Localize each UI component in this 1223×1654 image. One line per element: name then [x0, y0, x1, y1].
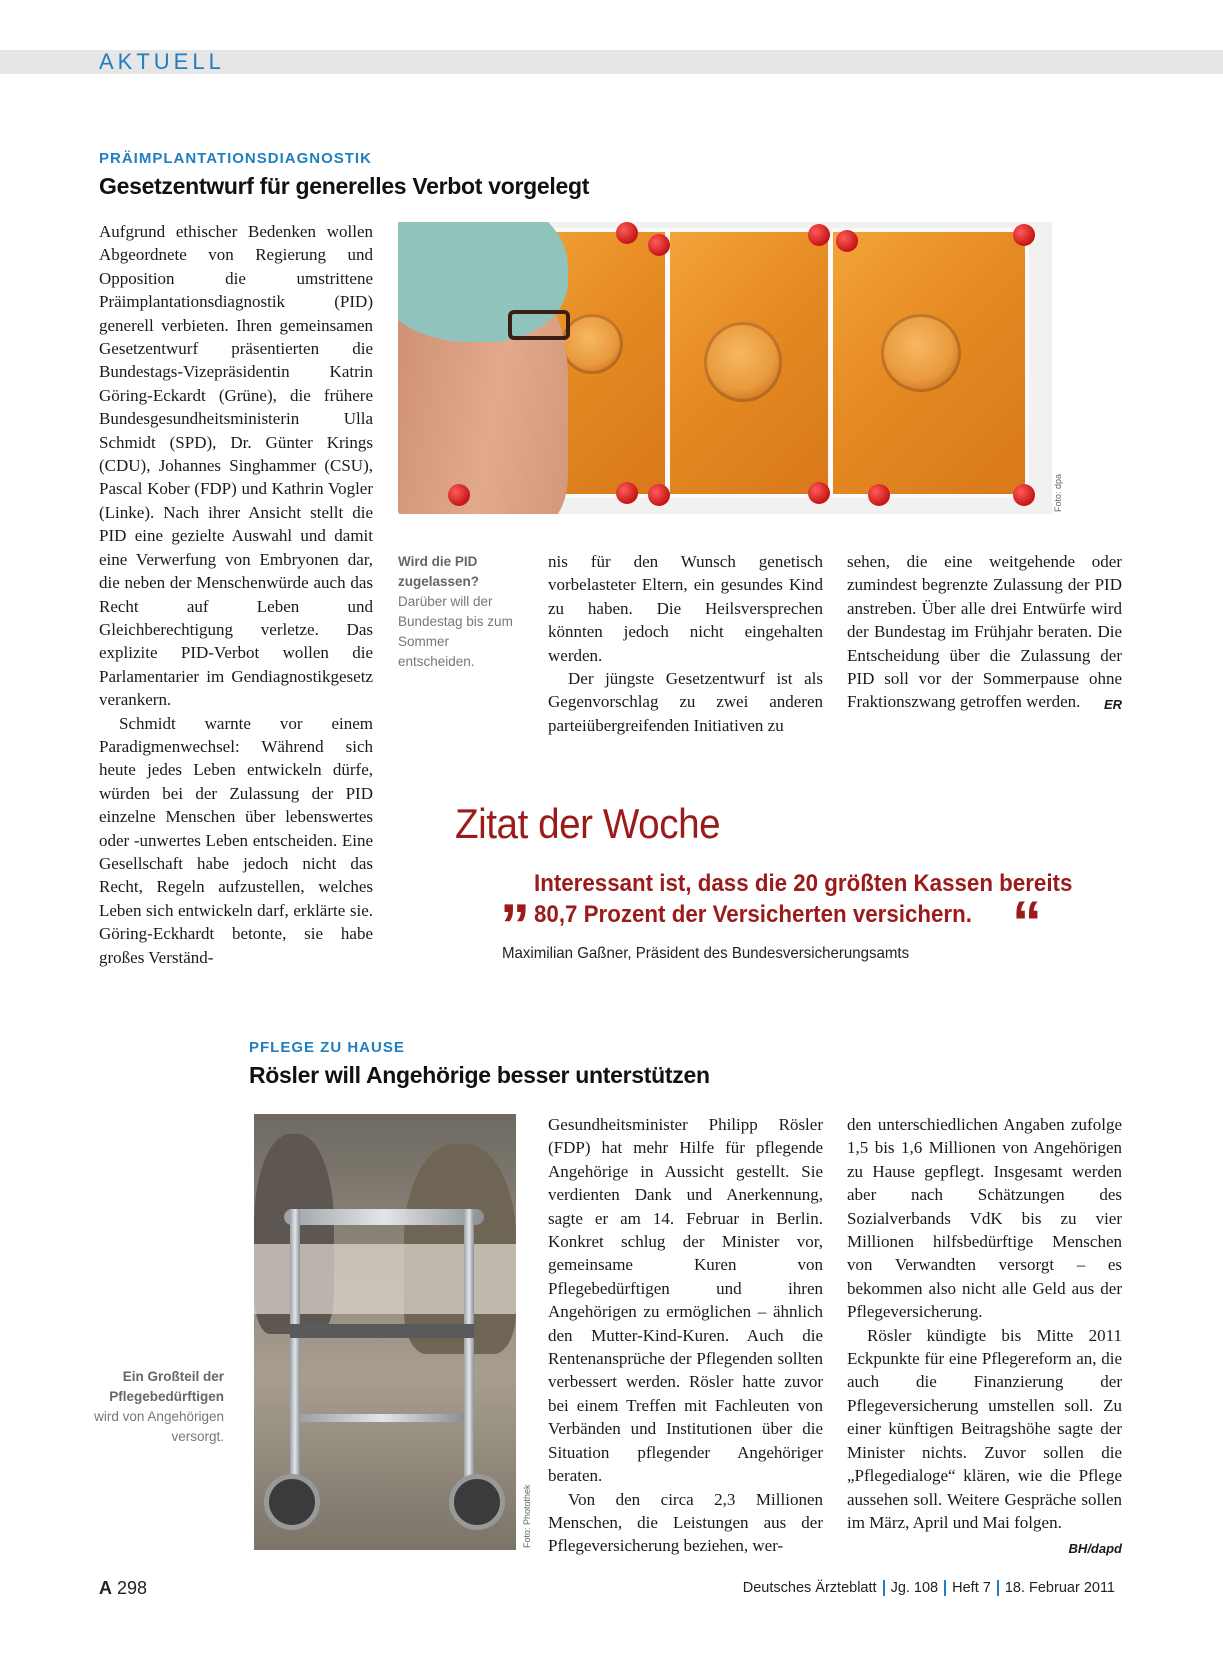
quote-line: 80,7 Prozent der Versicherten versichern.: [534, 901, 972, 928]
article1-column-1: [99, 220, 373, 969]
issue: Heft 7: [952, 1580, 991, 1596]
page-number: A 298: [99, 1578, 148, 1598]
pin: [448, 484, 470, 506]
quote-text: [534, 868, 1072, 930]
rollator-frame: [300, 1414, 464, 1422]
article2-caption: [90, 1367, 224, 1447]
quote-close-mark: “: [1012, 889, 1042, 956]
article1-headline: Gesetzentwurf für generelles Verbot vorgelegt: [99, 173, 590, 199]
issue-date: 18. Februar 2011: [1004, 1580, 1115, 1596]
author-initials: BH/dapd: [1068, 1541, 1122, 1557]
embryo-cell: [561, 314, 623, 374]
embryo-photo: [398, 222, 1052, 514]
pin: [808, 224, 830, 246]
pin: [808, 482, 830, 504]
paragraph: Schmidt warnte vor einem Paradigmenwechsel: Während sich heute jedes Leben entwickeln dürfe, würden bei der Zulassung der PID einzelne Menschen über lebenswertes oder -unwertes Leben entscheiden. Eine Gesellschaft habe jedoch nicht das Recht, Regeln aufzustellen, welches Leben sich entwickeln darf, erklärte sie. Göring-Eckhardt betonte, sie habe großes Verständ-: [99, 713, 373, 967]
wheel: [449, 1474, 505, 1530]
wheel: [264, 1474, 320, 1530]
embryo-cell: [704, 322, 782, 402]
rollator-handle: [284, 1209, 484, 1225]
article2-headline: Rösler will Angehörige besser unterstützen: [249, 1062, 710, 1088]
quote-heading: Zitat der Woche: [455, 800, 721, 847]
caption-text: wird von Angehörigen versorgt.: [94, 1409, 224, 1444]
pin: [868, 484, 890, 506]
rollator-frame: [464, 1209, 474, 1509]
paragraph: Der jüngste Gesetzentwurf ist als Gegenvorschlag zu zwei anderen parteiübergreifenden Initiativen zu: [548, 669, 823, 735]
article1-column-2: [548, 550, 823, 737]
pin: [616, 482, 638, 504]
article1-kicker: PRÄIMPLANTATIONSDIAGNOSTIK: [99, 150, 372, 167]
footer-journal-info: [743, 1580, 1115, 1596]
photo-credit: Foto: Photothek: [522, 1484, 532, 1548]
glasses: [508, 310, 570, 340]
rollator-photo: [254, 1114, 516, 1550]
paragraph: nis für den Wunsch genetisch vorbelasteter Eltern, ein gesundes Kind zu haben. Die Heilsversprechen könnten jedoch nicht eingehalten werden.: [548, 552, 823, 665]
article1-caption: [398, 552, 528, 672]
rollator-frame: [290, 1209, 300, 1509]
photo-credit: Foto: dpa: [1053, 473, 1063, 512]
pin: [648, 234, 670, 256]
quote-source: Maximilian Gaßner, Präsident des Bundesversicherungsamts: [502, 945, 910, 962]
article1-column-3: [847, 550, 1122, 717]
caption-text: Darüber will der Bundestag bis zum Sommer entscheiden.: [398, 594, 513, 669]
caption-bold: Ein Großteil der Pflegebedürftigen: [109, 1369, 224, 1404]
pin: [648, 484, 670, 506]
author-initials: ER: [1103, 697, 1122, 713]
section-label: AKTUELL: [99, 49, 225, 74]
paragraph: Aufgrund ethischer Bedenken wollen Abgeordnete von Regierung und Opposition die umstrittene Präimplantationsdiagnostik (PID) generell verbieten. Ihren gemeinsamen Gesetzentwurf präsentierten die Bundestags-Vizepräsidentin Katrin Göring-Eckardt (Grüne), die frühere Bundesgesundheitsministerin Ulla Schmidt (SPD), Dr. Günter Krings (CDU), Johannes Singhammer (CSU), Pascal Kober (FDP) und Kathrin Vogler (Linke). Nach ihrer Ansicht stellt die PID eine gezielte Auswahl und damit eine Verwerfung von Embryonen dar, die neben der Menschenwürde auch das Recht auf Leben und Gleichberechtigung verletze. Das explizite PID-Verbot wollen die Parlamentarier im Gendiagnostikgesetz verankern.: [99, 222, 373, 710]
paragraph: den unterschiedlichen Angaben zufolge 1,5 bis 1,6 Millionen von Angehörigen zu Hause gepflegt. Insgesamt werden aber nach Schätzungen des Sozialverbands VdK bis zu vier Millionen hilfsbedürftige Menschen von Verwandten versorgt – es bekommen also nicht alle Geld aus der Pflegeversicherung.: [847, 1115, 1122, 1322]
paragraph: sehen, die eine weitgehende oder zumindest begrenzte Zulassung der PID anstreben. Über alle drei Entwürfe wird der Bundestag im Frühjahr beraten. Die Entscheidung über die Zulassung der PID soll vor der Sommerpause ohne Fraktionszwang getroffen werden. ER: [847, 550, 1122, 714]
volume: Jg. 108: [890, 1580, 939, 1596]
paragraph: Von den circa 2,3 Millionen Menschen, die Leistungen aus der Pflegeversicherung beziehen, wer-: [548, 1489, 823, 1556]
quote-open-mark: „: [500, 858, 530, 925]
quote-line: Interessant ist, dass die 20 größten Kassen bereits: [534, 870, 1073, 897]
article2-column-1: [548, 1113, 823, 1558]
pin: [836, 230, 858, 252]
article2-kicker: PFLEGE ZU HAUSE: [249, 1039, 405, 1056]
embryo-board: [670, 232, 828, 494]
pin: [616, 222, 638, 244]
rollator-seat: [290, 1324, 474, 1338]
embryo-board: [833, 232, 1025, 494]
embryo-cell: [881, 314, 961, 392]
caption-bold: Wird die PID zugelassen?: [398, 554, 480, 589]
pin: [1013, 484, 1035, 506]
journal-name: Deutsches Ärzteblatt: [742, 1580, 877, 1596]
paragraph: Rösler kündigte bis Mitte 2011 Eckpunkte für eine Pflegereform an, die auch die Finanzierung der Pflegeversicherung umstellen soll. Zu einer künftigen Beitragshöhe sagte der Minister nichts. Zuvor sollen die „Pflegedialoge“ klären, wie die Pflege aussehen soll. Weitere Gespräche sollen im März, April und Mai folgen. BH/dapd: [847, 1324, 1122, 1535]
paragraph: Gesundheitsminister Philipp Rösler (FDP) hat mehr Hilfe für pflegende Angehörige in Aussicht gestellt. Sie verdienten Dank und Anerkennung, sagte er am 14. Februar in Berlin. Konkret schlug der Minister vor, gemeinsame Kuren von Pflegebedürftigen und ihren Angehörigen zu ermöglichen – ähnlich den Mutter-Kind-Kuren. Auch die Rentenansprüche der Pflegenden sollten verbessert werden. Rösler hatte zuvor bei einem Treffen mit Fachleuten von Verbänden und Institutionen über die Situation pflegender Angehöriger beraten.: [548, 1115, 823, 1486]
pin: [1013, 224, 1035, 246]
article2-column-2: [847, 1113, 1122, 1561]
